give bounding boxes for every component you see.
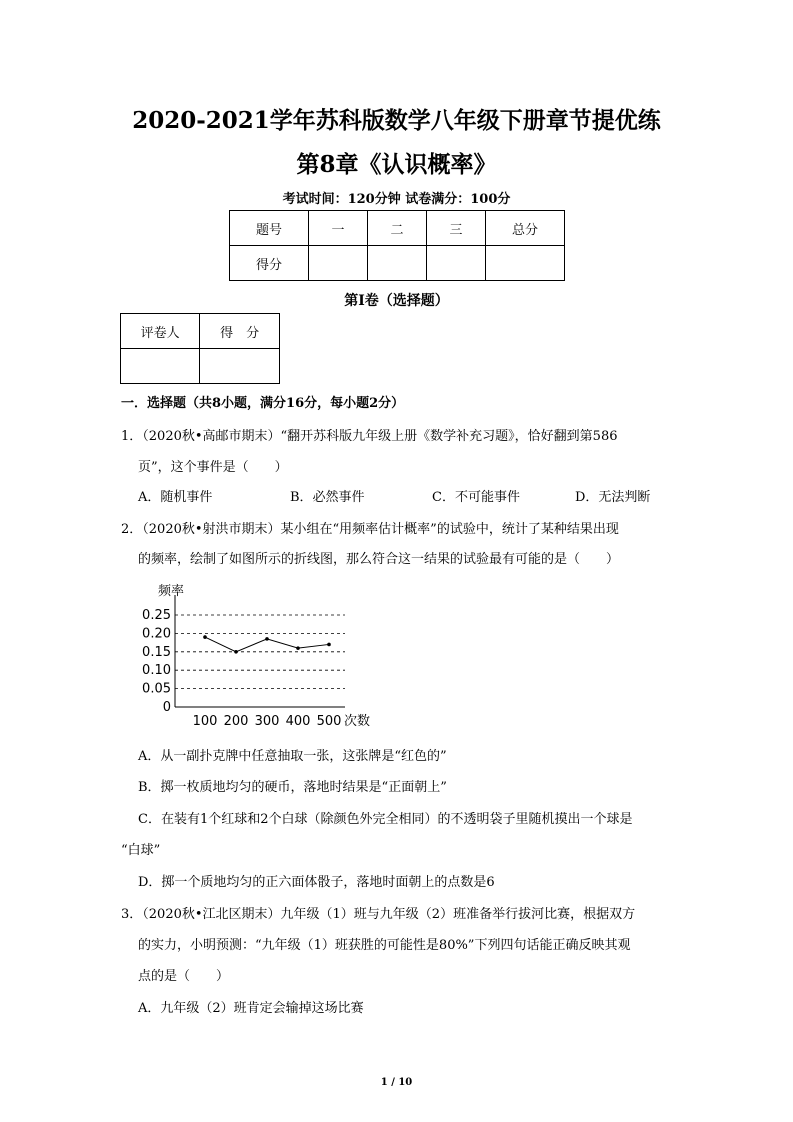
score-label: 得 分 [200, 314, 280, 349]
grader-label: 评卷人 [121, 314, 200, 349]
y-tick-label: 0.20 [142, 626, 171, 642]
data-point [296, 646, 300, 650]
x-tick-label: 400 [285, 714, 311, 729]
score-cell [486, 246, 565, 281]
question-1-option-a: A．随机事件 [138, 490, 213, 505]
question-2-line1: 2．（2020秋•射洪市期末）某小组在“用频率估计概率”的试验中，统计了某种结果出现 [121, 522, 619, 537]
page-number: 1 / 10 [380, 1077, 413, 1088]
grader-cell [121, 349, 200, 384]
question-1-line1: 1．（2020秋•高邮市期末）“翻开苏科版九年级上册《数学补充习题》，恰好翻到第586 [121, 429, 618, 444]
y-tick-label: 0.05 [142, 681, 171, 697]
question-2-option-c-line1: C．在装有1个红球和2个白球（除颜色外完全相同）的不透明袋子里随机摸出一个球是 [138, 812, 633, 827]
question-3-line2: 的实力，小明预测：“九年级（1）班获胜的可能性是80%”下列四句话能正确反映其观 [138, 938, 631, 953]
data-point [265, 637, 269, 641]
y-tick-label: 0.25 [142, 608, 171, 623]
question-2-option-b: B．掷一枚质地均匀的硬币，落地时结果是“正面朝上” [138, 780, 447, 795]
question-3-option-a: A．九年级（2）班肯定会输掉这场比赛 [138, 1001, 364, 1016]
y-tick-label: 0.15 [142, 644, 171, 660]
volume-title: 第Ⅰ卷（选择题） [344, 293, 449, 309]
frequency-line-chart [120, 575, 390, 735]
y-axis-label: 频率 [158, 584, 185, 599]
x-tick-label: 200 [223, 714, 249, 729]
question-2-option-d: D．掷一个质地均匀的正六面体骰子，落地时面朝上的点数是6 [138, 875, 495, 890]
question-1-option-c: C．不可能事件 [432, 490, 520, 505]
score-table-row-label: 得分 [230, 246, 309, 281]
question-2-option-c-line2: “白球” [121, 843, 161, 858]
y-tick-label: 0.10 [142, 663, 171, 679]
x-axis-label: 次数 [344, 714, 371, 729]
exam-info: 考试时间：120分钟 试卷满分：100分 [282, 192, 511, 207]
question-1-line2: 页”，这个事件是（ ） [138, 460, 288, 475]
document-title-line1: 2020-2021学年苏科版数学八年级下册章节提优练 [132, 107, 661, 134]
data-point [327, 643, 331, 647]
question-2-option-a: A．从一副扑克牌中任意抽取一张，这张牌是“红色的” [138, 749, 447, 764]
question-2-line2: 的频率，绘制了如图所示的折线图，那么符合这一结果的试验最有可能的是（ ） [138, 552, 620, 567]
score-cell [427, 246, 486, 281]
score-cell [200, 349, 280, 384]
score-table-header: 二 [368, 211, 427, 246]
x-tick-label: 300 [254, 714, 280, 729]
question-3-line1: 3．（2020秋•江北区期末）九年级（1）班与九年级（2）班准备举行拔河比赛，根据双方 [121, 907, 636, 922]
question-1-option-d: D．无法判断 [575, 490, 651, 505]
question-3-line3: 点的是（ ） [138, 969, 230, 984]
score-table [229, 210, 565, 281]
score-table-header: 三 [427, 211, 486, 246]
question-1-option-b: B．必然事件 [290, 490, 365, 505]
x-tick-label: 500 [316, 714, 342, 729]
x-tick-label: 100 [192, 714, 218, 729]
score-cell [309, 246, 368, 281]
y-tick-label: 0 [162, 700, 171, 715]
score-table-header: 一 [309, 211, 368, 246]
data-point [203, 635, 207, 639]
document-title-line2: 第8章《认识概率》 [296, 151, 497, 178]
score-table-header: 总分 [486, 211, 565, 246]
section-heading: 一．选择题（共8小题，满分16分，每小题2分） [121, 396, 405, 411]
data-point [234, 650, 238, 654]
grader-table [120, 313, 280, 384]
score-table-header: 题号 [230, 211, 309, 246]
score-cell [368, 246, 427, 281]
